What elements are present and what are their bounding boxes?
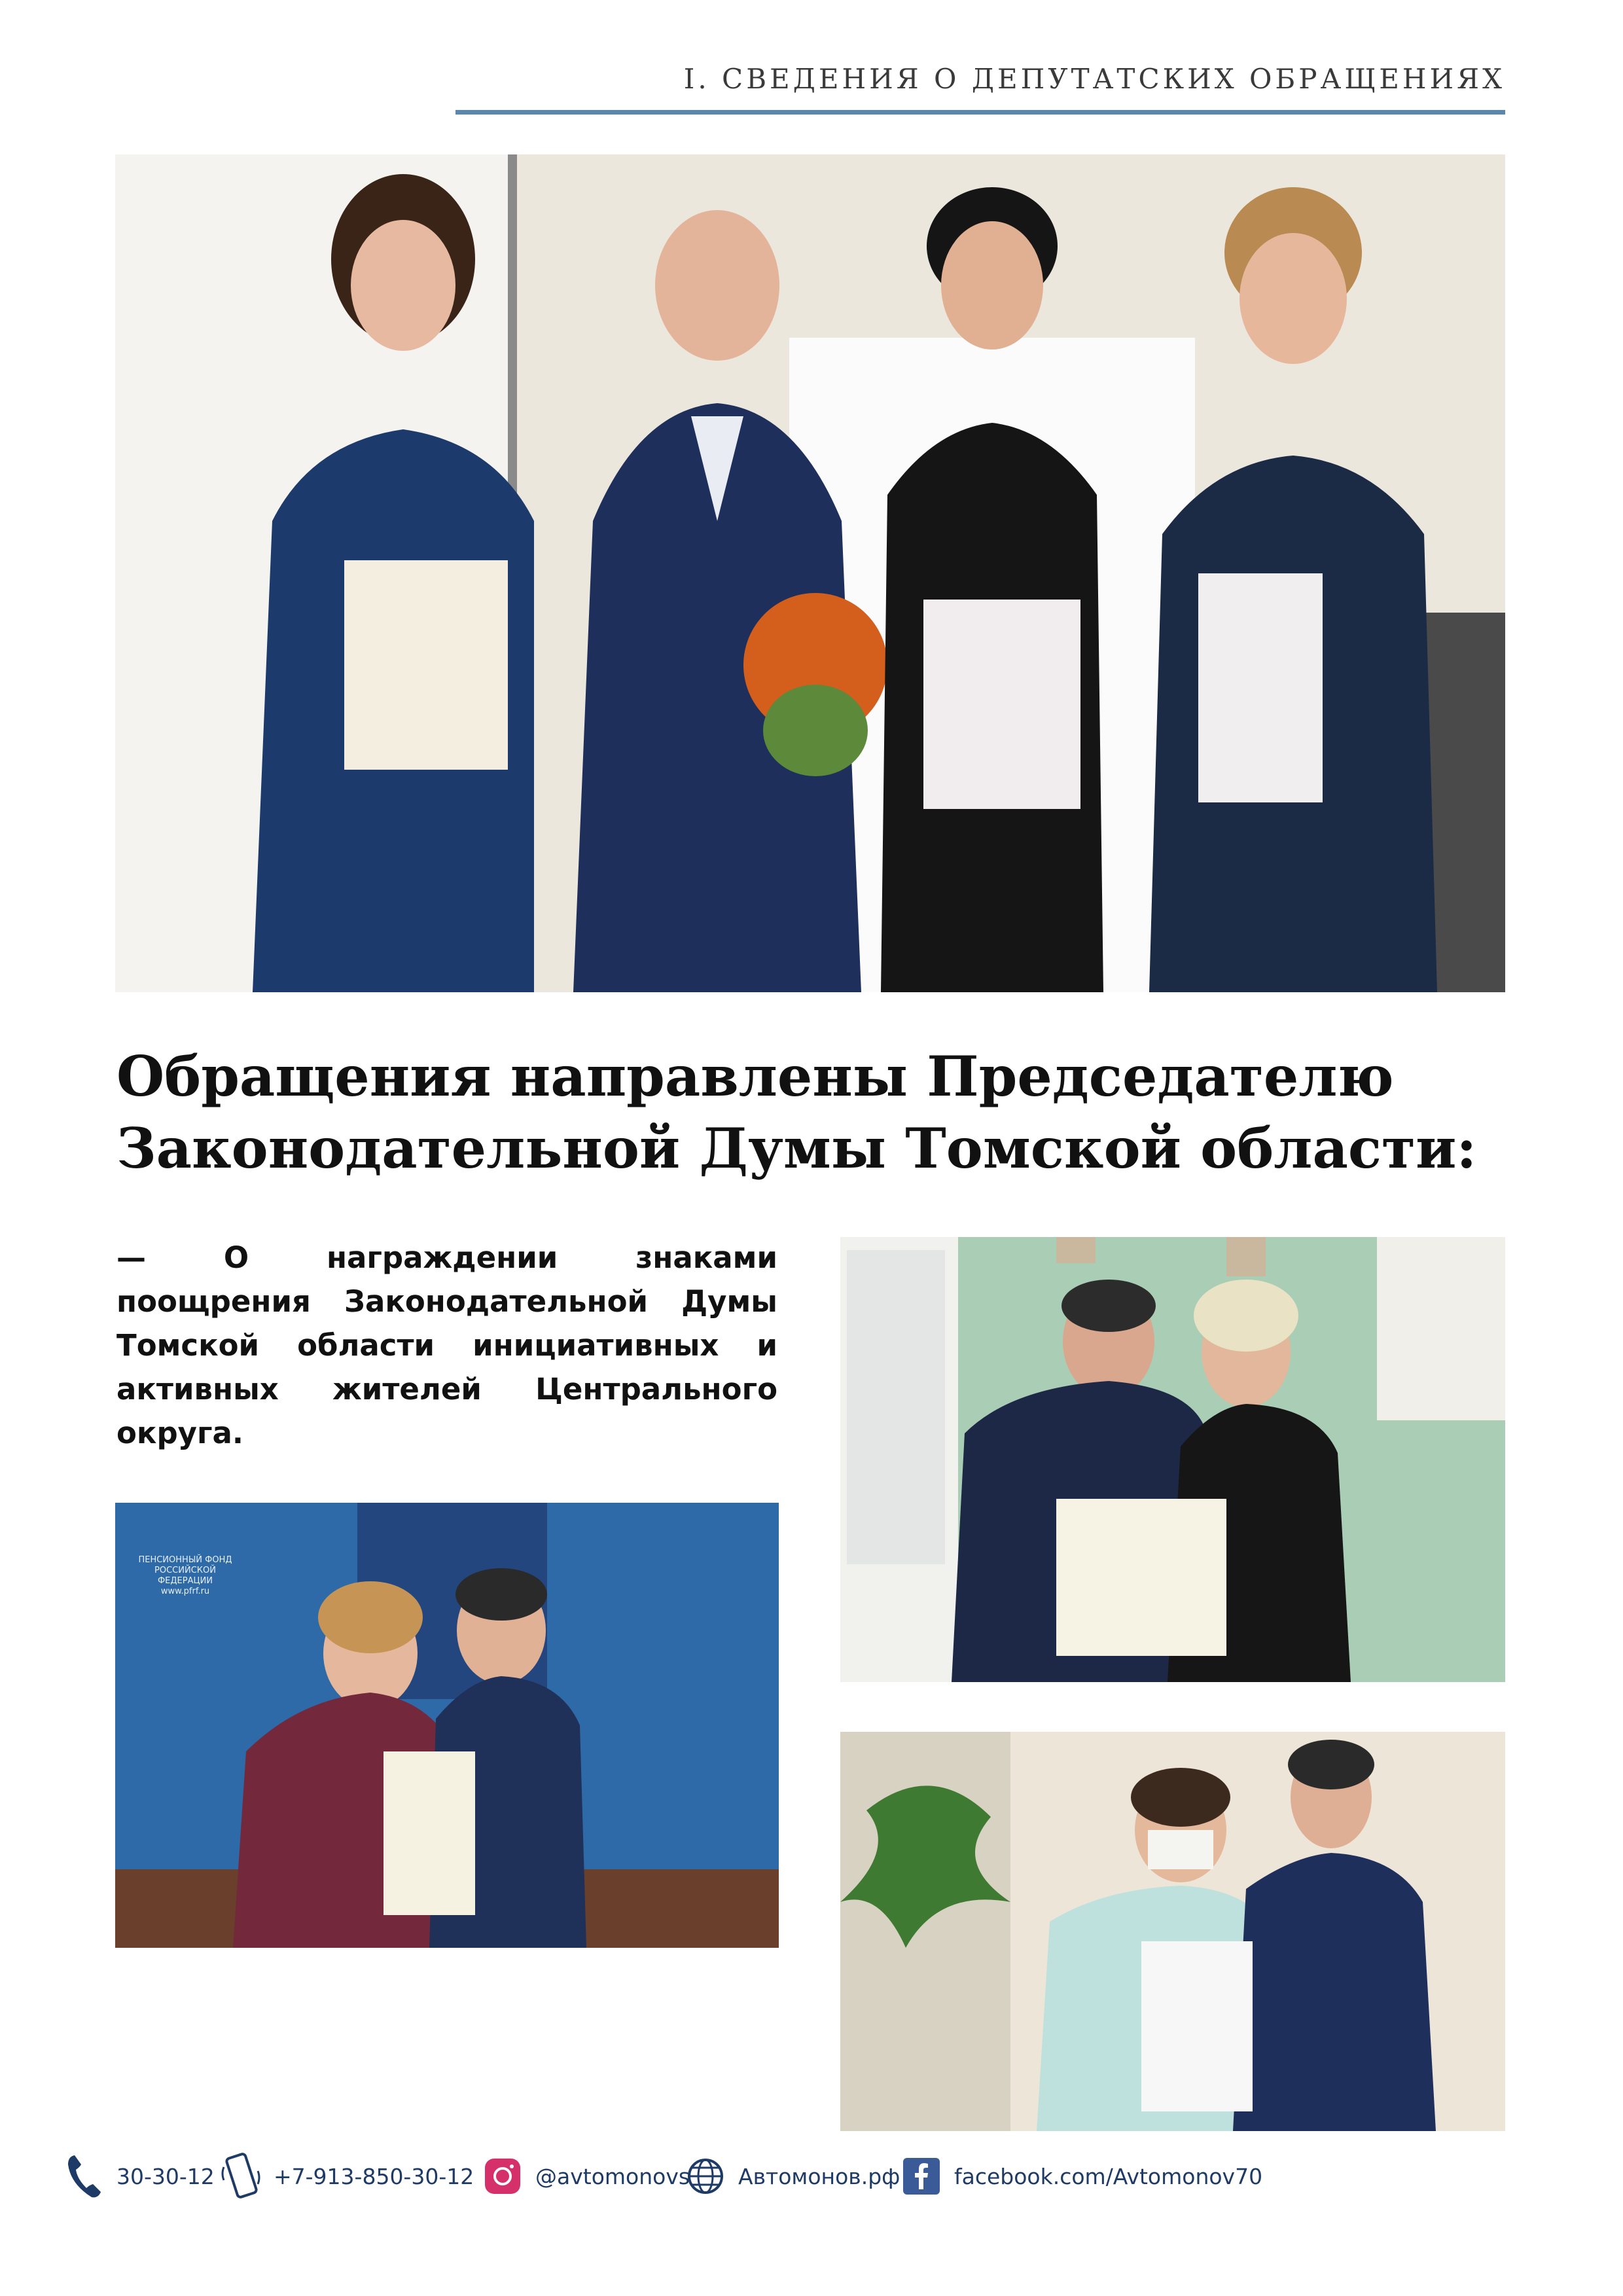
heading-line-2: Законодательной Думы Томской области: (116, 1116, 1477, 1181)
office-award-photo (840, 1732, 1505, 2131)
heading-line-1: Обращения направлены Председателю (116, 1044, 1394, 1109)
mobile-contact[interactable] (220, 2144, 474, 2209)
section-title: I. СВЕДЕНИЯ О ДЕПУТАТСКИХ ОБРАЩЕНИЯХ (683, 63, 1505, 95)
classroom-award-photo (840, 1237, 1505, 1682)
phone-icon (63, 2150, 105, 2202)
website-contact[interactable] (685, 2144, 900, 2209)
instagram-icon (482, 2150, 524, 2202)
main-group-photo (115, 154, 1505, 992)
appeal-item-text: — О награждении знаками поощрения Законодательной Думы Томской области инициативных и активных жителей Центрального округа. (116, 1240, 777, 1450)
website-url: Автомонов.рф (738, 2163, 901, 2189)
phone-contact[interactable] (63, 2144, 215, 2209)
globe-icon (685, 2150, 726, 2202)
mobile-number: +7-913-850-30-12 (274, 2163, 474, 2189)
banner-line-1: ПЕНСИОННЫЙ ФОНД (138, 1555, 232, 1565)
mobile-phone-icon (220, 2150, 262, 2202)
banner-line-3: www.pfrf.ru (160, 1587, 210, 1596)
section-divider (455, 110, 1505, 115)
facebook-icon (901, 2150, 942, 2202)
page-heading (116, 1041, 1504, 1185)
instagram-handle: @avtomonovs (535, 2163, 690, 2189)
instagram-contact[interactable] (482, 2144, 690, 2209)
facebook-contact[interactable] (901, 2144, 1262, 2209)
pension-fund-award-photo (115, 1503, 779, 1948)
facebook-url: facebook.com/Avtomonov70 (954, 2163, 1263, 2189)
phone-number: 30-30-12 (116, 2163, 215, 2189)
banner-text-block (130, 1555, 241, 1597)
contact-footer (63, 2144, 1555, 2222)
banner-line-2: РОССИЙСКОЙ ФЕДЕРАЦИИ (154, 1566, 216, 1586)
